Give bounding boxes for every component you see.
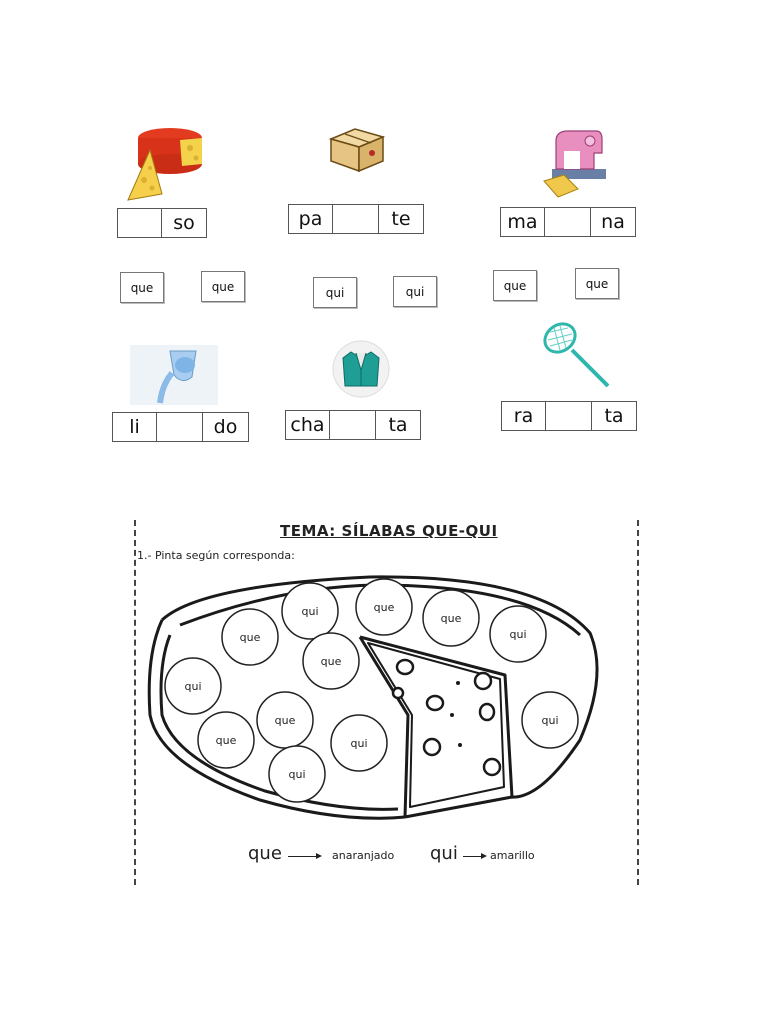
sewing-machine-icon [538, 125, 610, 200]
blank-box[interactable] [330, 410, 376, 440]
svg-text:qui: qui [350, 737, 368, 750]
svg-text:qui: qui [301, 605, 319, 618]
word-boxes-4 [112, 412, 249, 442]
syllable-box: so [162, 208, 207, 238]
svg-text:que: que [440, 612, 462, 625]
hole-circle[interactable] [257, 692, 313, 748]
hole-circle[interactable] [222, 609, 278, 665]
hole-circle[interactable] [356, 579, 412, 635]
option-chip[interactable]: qui [313, 277, 357, 308]
hole-circle[interactable] [269, 746, 325, 802]
cheese-icon [120, 120, 210, 205]
hole-circle[interactable] [490, 606, 546, 662]
svg-text:qui: qui [184, 680, 202, 693]
tennis-racket-icon [540, 318, 615, 393]
syllable-box: li [112, 412, 157, 442]
dashed-border-left [134, 520, 136, 885]
hole-circle[interactable] [331, 715, 387, 771]
svg-text:qui: qui [288, 768, 306, 781]
word-boxes-3 [500, 207, 636, 237]
syllable-box: ta [592, 401, 637, 431]
svg-text:que: que [215, 734, 237, 747]
hole-circle[interactable] [282, 583, 338, 639]
svg-text:que: que [320, 655, 342, 668]
package-icon [325, 125, 387, 175]
word-boxes-2 [288, 204, 424, 234]
legend-que-color: anaranjado [332, 849, 395, 862]
option-chip[interactable]: que [201, 271, 245, 302]
svg-text:qui: qui [541, 714, 559, 727]
syllable-box: pa [288, 204, 333, 234]
syllable-box: na [591, 207, 636, 237]
liquid-pouring-icon [130, 345, 218, 405]
svg-text:que: que [274, 714, 296, 727]
svg-text:que: que [373, 601, 395, 614]
syllable-box: ta [376, 410, 421, 440]
syllable-holes [140, 565, 610, 827]
word-boxes-5 [285, 410, 421, 440]
syllable-box: cha [285, 410, 330, 440]
hole-circle[interactable] [165, 658, 221, 714]
blank-box[interactable] [333, 204, 379, 234]
blank-box[interactable] [117, 208, 162, 238]
syllable-box: do [203, 412, 249, 442]
legend-que: que [248, 843, 282, 864]
arrow-icon [463, 856, 485, 857]
syllable-box: te [379, 204, 424, 234]
worksheet-title: TEMA: SÍLABAS QUE-QUI [280, 522, 498, 540]
hole-circle[interactable] [522, 692, 578, 748]
word-boxes-1 [117, 208, 207, 238]
option-chip[interactable]: que [120, 272, 164, 303]
blank-box[interactable] [157, 412, 203, 442]
hole-circle[interactable] [303, 633, 359, 689]
jacket-icon [332, 340, 390, 398]
legend-qui-color: amarillo [490, 849, 535, 862]
hole-circle[interactable] [198, 712, 254, 768]
blank-box[interactable] [545, 207, 591, 237]
syllable-box: ra [501, 401, 546, 431]
legend-qui: qui [430, 843, 458, 864]
word-boxes-6 [501, 401, 637, 431]
dashed-border-right [637, 520, 639, 885]
svg-text:qui: qui [509, 628, 527, 641]
syllable-box: ma [500, 207, 545, 237]
blank-box[interactable] [546, 401, 592, 431]
option-chip[interactable]: que [575, 268, 619, 299]
arrow-icon [288, 856, 320, 857]
option-chip[interactable]: qui [393, 276, 437, 307]
hole-circle[interactable] [423, 590, 479, 646]
worksheet-instruction: 1.- Pinta según corresponda: [137, 549, 295, 562]
svg-text:que: que [239, 631, 261, 644]
option-chip[interactable]: que [493, 270, 537, 301]
